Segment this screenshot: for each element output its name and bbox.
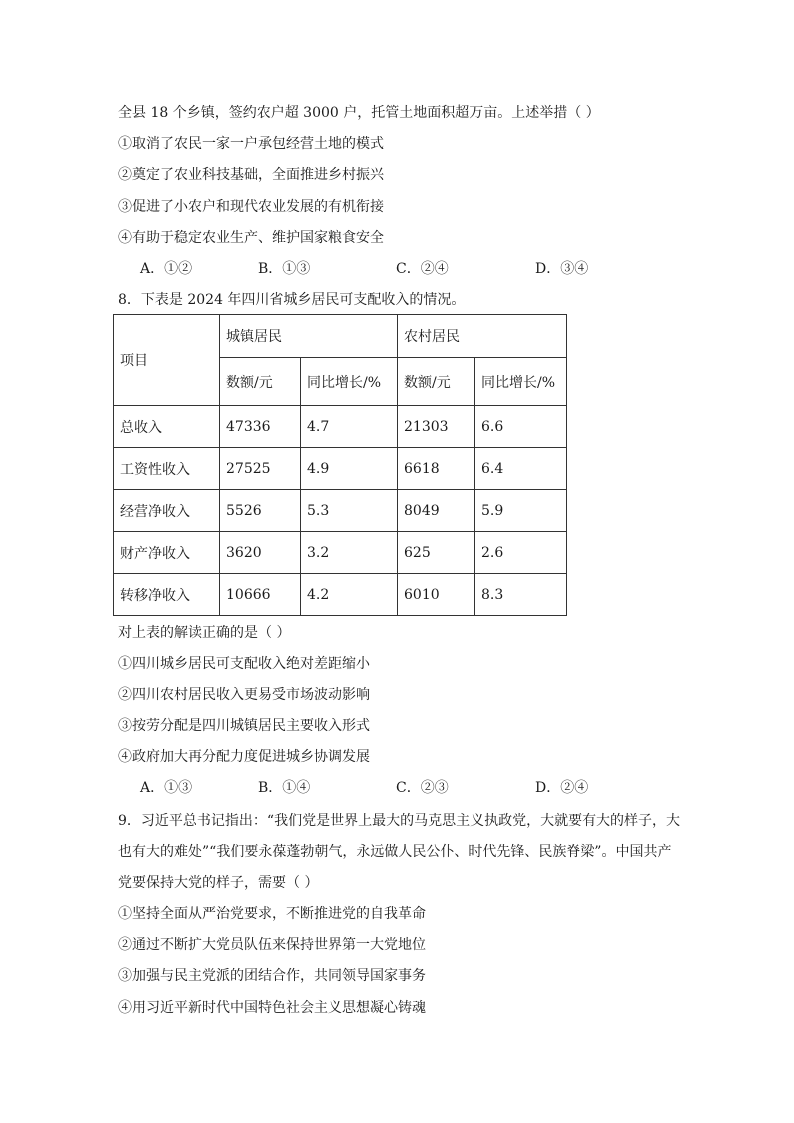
rural-amount: 6618: [398, 448, 475, 490]
row-item: 工资性收入: [114, 448, 220, 490]
table-row: [114, 532, 567, 574]
urban-growth: 5.3: [301, 490, 398, 532]
q8-option-b: B．①④: [258, 780, 311, 796]
q8-statement-4: ④政府加大再分配力度促进城乡协调发展: [118, 749, 370, 765]
q8-option-c: C．②③: [396, 780, 449, 796]
urban-amount: 3620: [220, 532, 301, 574]
q9-stem-line-3: 党要保持大党的样子，需要（ ）: [118, 875, 319, 891]
rural-amount: 8049: [398, 490, 475, 532]
q8-statement-1: ①四川城乡居民可支配收入绝对差距缩小: [118, 656, 370, 672]
table-row: [114, 448, 567, 490]
table-header-row: [114, 315, 567, 358]
rural-growth: 2.6: [475, 532, 567, 574]
row-item: 总收入: [114, 406, 220, 448]
q7-statement-1: ①取消了农民一家一户承包经营土地的模式: [118, 136, 384, 152]
row-item: 转移净收入: [114, 574, 220, 616]
rural-amount: 21303: [398, 406, 475, 448]
urban-growth: 4.9: [301, 448, 398, 490]
q7-option-b: B．①③: [258, 261, 311, 277]
table-row: [114, 574, 567, 616]
q8-stem: 8．下表是 2024 年四川省城乡居民可支配收入的情况。: [118, 292, 466, 308]
rural-growth: 8.3: [475, 574, 567, 616]
q8-question: 对上表的解读正确的是（ ）: [118, 625, 291, 641]
q9-statement-1: ①坚持全面从严治党要求，不断推进党的自我革命: [118, 906, 426, 922]
q9-statement-4: ④用习近平新时代中国特色社会主义思想凝心铸魂: [118, 1000, 426, 1016]
q7-option-d: D．③④: [535, 261, 589, 277]
q7-statement-4: ④有助于稳定农业生产、维护国家粮食安全: [118, 230, 384, 246]
rural-amount-header: 数额/元: [398, 358, 475, 406]
rural-header: 农村居民: [398, 315, 567, 358]
q8-statement-2: ②四川农村居民收入更易受市场波动影响: [118, 687, 370, 703]
q9-statement-2: ②通过不断扩大党员队伍来保持世界第一大党地位: [118, 937, 426, 953]
q7-option-a: A．①②: [140, 261, 193, 277]
q7-stem-tail: 全县 18 个乡镇，签约农户超 3000 户，托管土地面积超万亩。上述举措（ ）: [118, 105, 600, 121]
rural-growth: 6.6: [475, 406, 567, 448]
rural-growth: 5.9: [475, 490, 567, 532]
q8-option-d: D．②④: [535, 780, 589, 796]
q7-statement-3: ③促进了小农户和现代农业发展的有机衔接: [118, 199, 384, 215]
row-item: 经营净收入: [114, 490, 220, 532]
row-item: 财产净收入: [114, 532, 220, 574]
income-table: [113, 314, 567, 616]
table-row: [114, 490, 567, 532]
q7-options: [140, 259, 620, 279]
urban-header: 城镇居民: [220, 315, 398, 358]
urban-amount: 47336: [220, 406, 301, 448]
q7-statement-2: ②奠定了农业科技基础，全面推进乡村振兴: [118, 167, 384, 183]
urban-amount: 10666: [220, 574, 301, 616]
rural-growth-header: 同比增长/%: [475, 358, 567, 406]
urban-amount: 5526: [220, 490, 301, 532]
urban-growth: 3.2: [301, 532, 398, 574]
urban-growth-header: 同比增长/%: [301, 358, 398, 406]
q8-options: [140, 778, 620, 798]
rural-amount: 625: [398, 532, 475, 574]
q7-option-c: C．②④: [396, 261, 449, 277]
q9-statement-3: ③加强与民主党派的团结合作，共同领导国家事务: [118, 968, 426, 984]
q8-option-a: A．①③: [140, 780, 193, 796]
urban-growth: 4.7: [301, 406, 398, 448]
rural-growth: 6.4: [475, 448, 567, 490]
urban-growth: 4.2: [301, 574, 398, 616]
urban-amount-header: 数额/元: [220, 358, 301, 406]
rural-amount: 6010: [398, 574, 475, 616]
q8-statement-3: ③按劳分配是四川城镇居民主要收入形式: [118, 718, 370, 734]
q9-stem-line-1: 9．习近平总书记指出：“我们党是世界上最大的马克思主义执政党，大就要有大的样子，大: [118, 813, 681, 829]
q9-stem-line-2: 也有大的难处”“我们要永葆蓬勃朝气，永远做人民公仆、时代先锋、民族脊梁”。中国共产: [118, 844, 672, 860]
urban-amount: 27525: [220, 448, 301, 490]
table-row: [114, 406, 567, 448]
item-header: 项目: [114, 315, 220, 406]
